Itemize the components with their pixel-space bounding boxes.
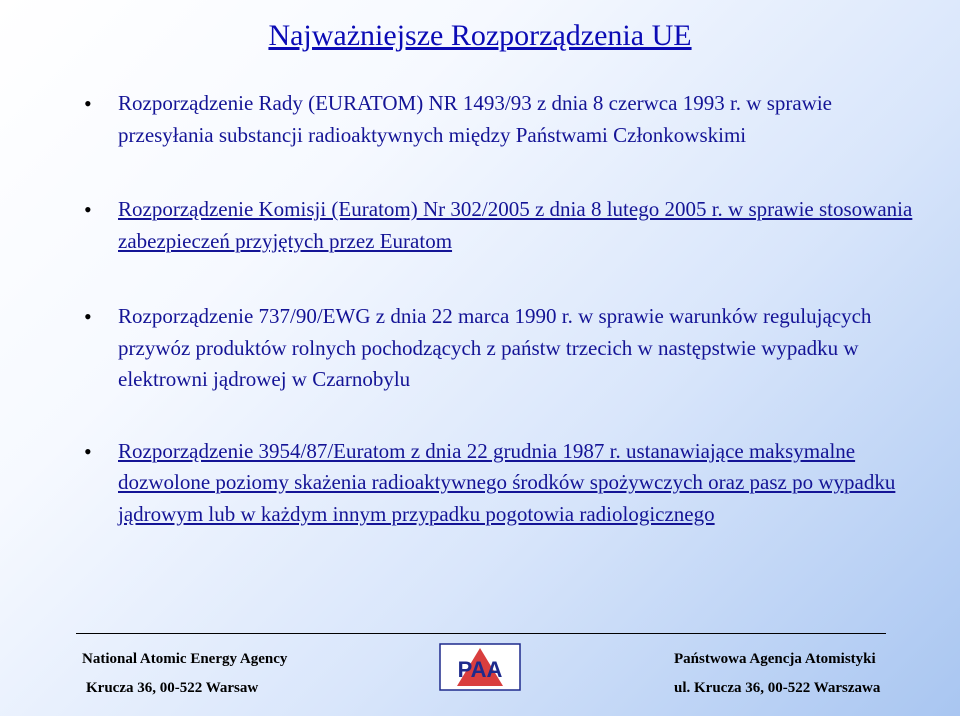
footer-address-polish: ul. Krucza 36, 00-522 Warszawa <box>674 680 881 696</box>
bullet-icon: • <box>84 304 92 329</box>
logo-lettering: PAA <box>457 657 503 682</box>
regulation-link[interactable]: Rozporządzenie Komisji (Euratom) Nr 302/2005 z dnia 8 lutego 2005 r. w sprawie stosowania zabezpieczeń przyjętych przez Euratom <box>118 197 913 253</box>
regulation-text: Rozporządzenie 737/90/EWG z dnia 22 marca 1990 r. w sprawie warunków regulujących przywóz produktów rolnych pochodzących z państw trzecich w następstwie wypadku w elektrowni jądrowej w Czarnobylu <box>118 304 872 391</box>
regulation-link[interactable]: Rozporządzenie 3954/87/Euratom z dnia 22 grudnia 1987 r. ustanawiające maksymalne dozwolone poziomy skażenia radioaktywnego środków spożywczych oraz pasz po wypadku jądrowym lub w każdym innym przypadku pogotowia radiologicznego <box>118 438 896 526</box>
regulation-text: Rozporządzenie Rady (EURATOM) NR 1493/93 z dnia 8 czerwca 1993 r. w sprawie przesyłania substancji radioaktywnych między Państwami Członkowskimi <box>118 91 832 147</box>
bullet-icon: • <box>84 438 92 464</box>
footer-divider <box>76 633 886 634</box>
footer-agency-english: National Atomic Energy Agency <box>82 651 288 667</box>
regulation-list <box>84 88 914 530</box>
regulation-text <box>118 436 914 531</box>
footer-address-english: Krucza 36, 00-522 Warsaw <box>86 680 259 696</box>
bullet-icon: • <box>84 91 92 116</box>
list-item <box>84 301 914 396</box>
paa-logo-icon <box>439 642 521 692</box>
list-item <box>84 88 914 151</box>
list-item <box>84 436 914 531</box>
footer-agency-polish: Państwowa Agencja Atomistyki <box>674 651 876 667</box>
list-item <box>84 194 914 257</box>
slide-title: Najważniejsze Rozporządzenia UE <box>268 19 692 52</box>
bullet-icon: • <box>84 197 92 222</box>
regulation-text <box>118 194 914 257</box>
